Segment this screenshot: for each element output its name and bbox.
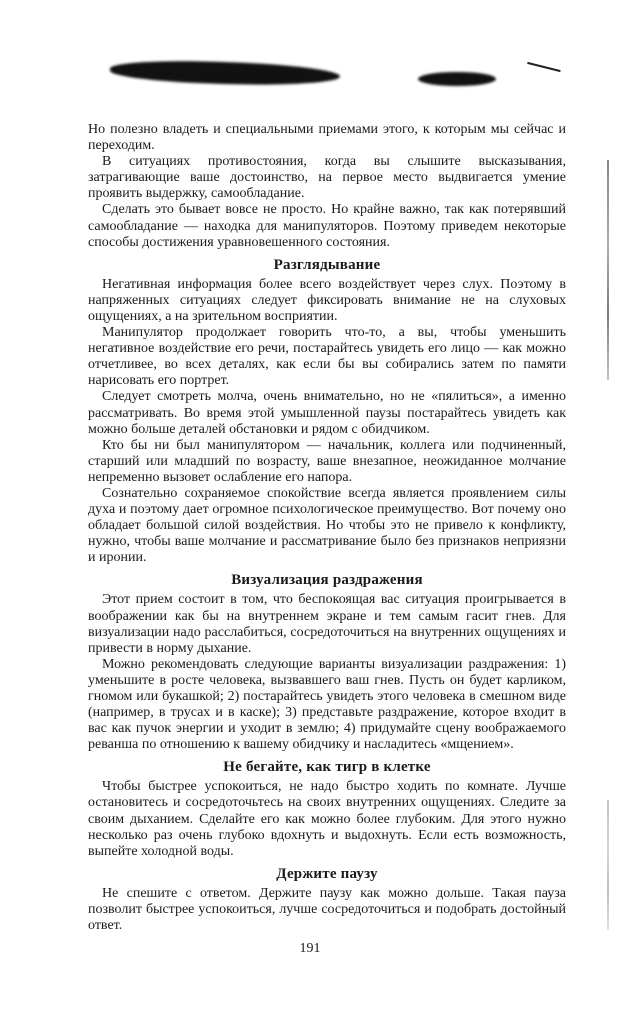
paragraph: Чтобы быстрее успокоиться, не надо быстро ходить по комнате. Лучше остановитесь и сосредоточьтесь на своих внутренних ощущениях. Следите за своим дыханием. Сделайте его как можно более глубоким. Для этого нужно несколько раз очень глубоко вдохнуть и выдохнуть. Если есть возможность, выпейте холодной воды. xyxy=(88,779,566,859)
paragraph: Следует смотреть молча, очень внимательно, но не «пялиться», а именно рассматривать. Во время этой умышленной паузы постарайтесь увидеть как можно больше деталей обстановки и рядом с обидчиком. xyxy=(88,389,566,437)
scan-edge-shadow-lower xyxy=(607,800,609,930)
paragraph: Негативная информация более всего воздействует через слух. Поэтому в напряженных ситуациях следует фиксировать внимание не на слуховых ощущениях, а на зрительном восприятии. xyxy=(88,276,566,324)
redacted-header-smudge xyxy=(110,59,340,87)
paragraph: Можно рекомендовать следующие варианты визуализации раздражения: 1) уменьшите в росте человека, вызвавшего ваш гнев. Пусть он будет карликом, гномом или букашкой; 2) постарайтесь увидеть этого человека в смешном виде (например, в трусах и в каске); 3) представьте раздражение, которое входит в вас как пучок энергии и уходит в землю; 4) придумайте сцену воображаемого реванша по отношению к вашему обидчику и насладитесь «мщением». xyxy=(88,656,566,753)
scan-edge-shadow xyxy=(607,160,609,380)
section-heading: Не бегайте, как тигр в клетке xyxy=(223,759,431,776)
paragraph: Не спешите с ответом. Держите паузу как можно дольше. Такая пауза позволит быстрее успокоиться, лучше сосредоточиться и подобрать достойный ответ. xyxy=(88,885,566,934)
paragraph: Сознательно сохраняемое спокойствие всегда является проявлением силы духа и поэтому дает огромное психологическое преимущество. Вот почему оно обладает большой силой воздействия. Но чтобы это не привело к конфликту, нужно, чтобы ваше молчание и рассматривание было без признаков неприязни и иронии. xyxy=(88,485,566,566)
redacted-header-smudge-small xyxy=(418,72,496,86)
paragraph: В ситуациях противостояния, когда вы слышите высказывания, затрагивающие ваше достоинство, на первое место выдвигается умение проявить выдержку, самообладание. xyxy=(88,154,566,202)
page-number: 191 xyxy=(299,941,321,956)
paragraph: Кто бы ни был манипулятором — начальник, коллега или подчиненный, старший или младший по возрасту, ваше внезапное, неожиданное молчание непременно вызовет ослабление его напора. xyxy=(88,437,566,485)
body-text xyxy=(88,122,566,934)
paragraph: Этот прием состоит в том, что беспокоящая вас ситуация проигрывается в воображении как бы на внутреннем экране и тем самым гасит гнев. Для визуализации надо расслабиться, сосредоточиться на внутренних ощущениях и привести в норму дыхание. xyxy=(88,592,566,656)
section-heading: Визуализация раздражения xyxy=(231,572,423,589)
paragraph: Сделать это бывает вовсе не просто. Но крайне важно, так как потерявший самообладание — находка для манипуляторов. Поэтому приведем некоторые способы достижения уравновешенного состояния. xyxy=(88,202,566,250)
section-heading: Разглядывание xyxy=(273,256,381,273)
paragraph: Но полезно владеть и специальными приемами этого, к которым мы сейчас и переходим. xyxy=(88,122,566,154)
scan-mark xyxy=(527,62,560,72)
paragraph: Манипулятор продолжает говорить что-то, а вы, чтобы уменьшить негативное воздействие его речи, постарайтесь увидеть его лицо — как можно отчетливее, во всех деталях, как если бы вы собирались затем по памяти нарисовать его портрет. xyxy=(88,325,566,389)
section-heading: Держите паузу xyxy=(276,865,378,882)
